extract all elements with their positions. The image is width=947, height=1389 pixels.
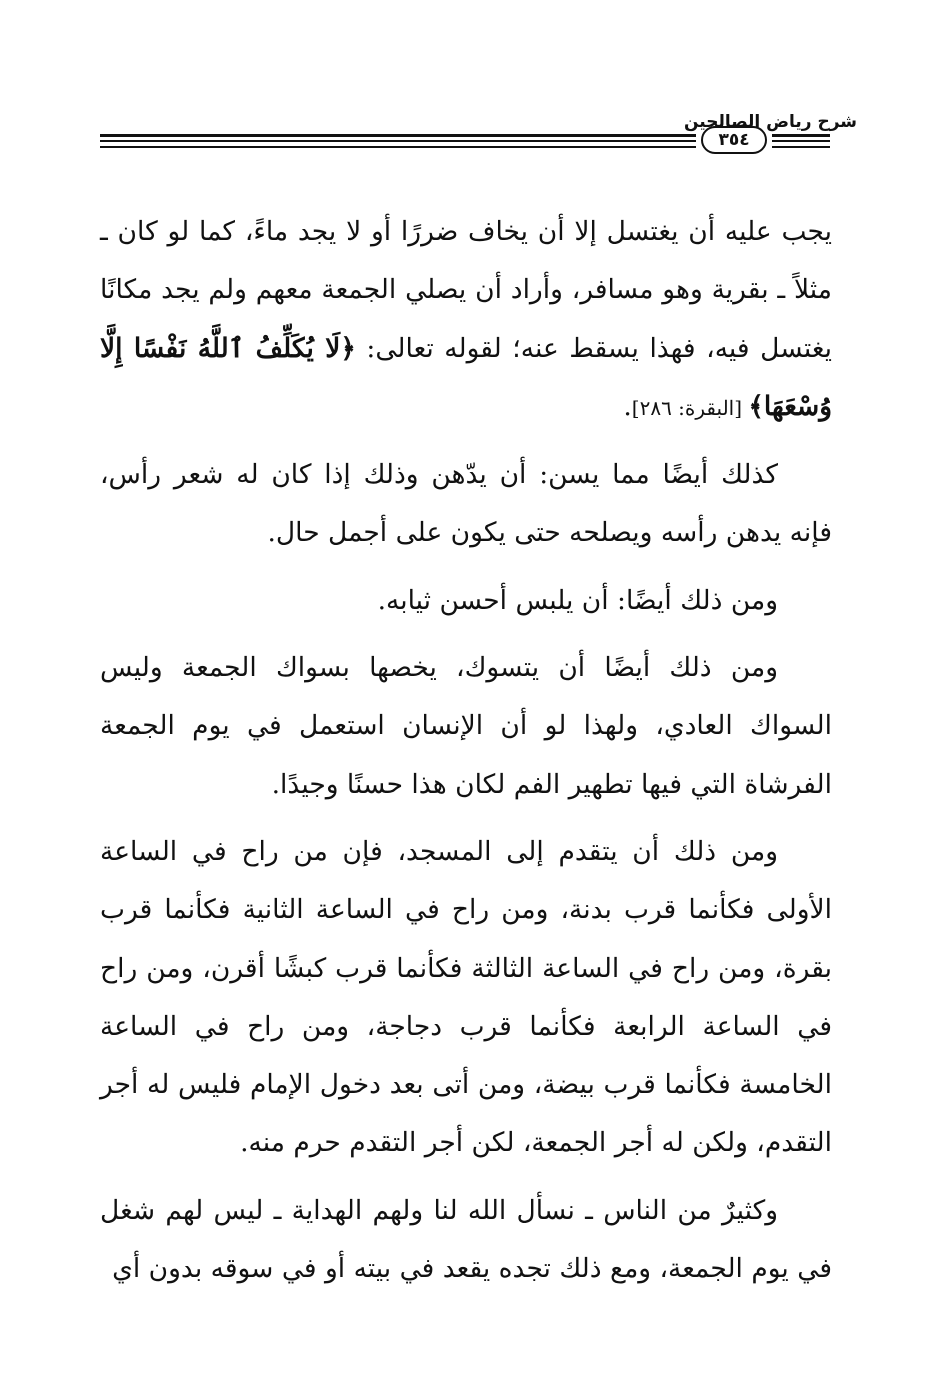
paragraph xyxy=(100,203,832,437)
page-body xyxy=(100,203,832,1298)
header-rule xyxy=(772,134,830,137)
quran-verse: ﴿لَا يُكَلِّفُ ٱللَّهُ نَفْسًا إِلَّا وُسْعَهَا﴾ xyxy=(100,332,832,422)
paragraph-end: . xyxy=(623,390,632,422)
header-rule xyxy=(100,140,696,142)
paragraph-text: يجب عليه أن يغتسل إلا أن يخاف ضررًا أو لا يجد ماءً، كما لو كان ـ مثلاً ـ بقرية وهو مسافر، وأراد أن يصلي الجمعة معهم ولم يجد مكانًا يغتسل فيه، فهذا يسقط عنه؛ لقوله تعالى: xyxy=(100,216,833,364)
paragraph: ومن ذلك أيضًا أن يتسوك، يخصها بسواك الجمعة وليس السواك العادي، ولهذا لو أن الإنسان استعمل في يوم الجمعة الفرشاة التي فيها تطهير الفم لكان هذا حسنًا وجيدًا. xyxy=(100,652,832,800)
paragraph: وكثيرٌ من الناس ـ نسأل الله لنا ولهم الهداية ـ ليس لهم شغل في يوم الجمعة، ومع ذلك تجده يقعد في بيته أو في سوقه بدون أي xyxy=(100,1194,832,1285)
header-rule xyxy=(772,146,830,148)
header-rule xyxy=(100,134,696,137)
paragraph: ومن ذلك أن يتقدم إلى المسجد، فإن من راح في الساعة الأولى فكأنما قرب بدنة، ومن راح في الساعة الثانية فكأنما قرب بقرة، ومن راح في الساعة الثالثة فكأنما قرب كبشًا أقرن، ومن راح في الساعة الرابعة فكأنما قرب دجاجة، ومن راح في الساعة الخامسة فكأنما قرب بيضة، ومن أتى بعد دخول الإمام فليس له أجر التقدم، ولكن له أجر الجمعة، لكن أجر التقدم حرم منه. xyxy=(100,835,832,1159)
verse-reference: [البقرة: ٢٨٦] xyxy=(631,395,749,420)
paragraph: كذلك أيضًا مما يسن: أن يدّهن وذلك إذا كان له شعر رأس، فإنه يدهن رأسه ويصلحه حتى يكون على أجمل حال. xyxy=(100,459,832,549)
paragraph: ومن ذلك أيضًا: أن يلبس أحسن ثيابه. xyxy=(377,584,778,616)
running-header-title: شرح رياض الصالحين xyxy=(683,112,857,132)
header-rule xyxy=(100,146,696,148)
header-rule xyxy=(772,140,830,142)
page-number: ٣٥٤ xyxy=(701,126,767,154)
